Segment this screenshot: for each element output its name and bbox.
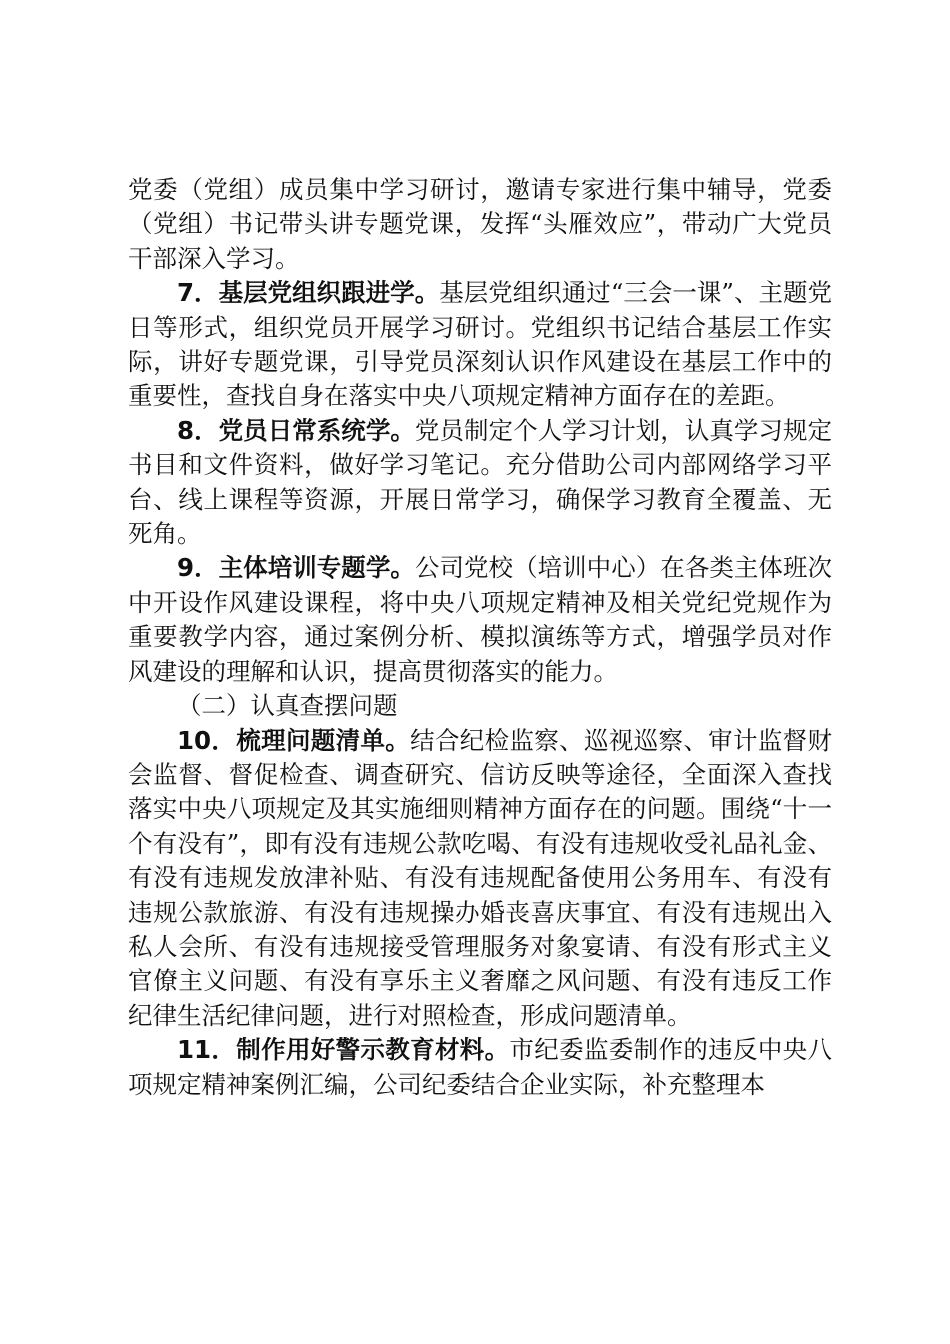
paragraph-item-10 <box>128 724 832 1034</box>
paragraph-body: 基层党组织通过“三会一课”、主题党日等形式，组织党员开展学习研讨。党组织书记结合基层工作实际，讲好专题党课，引导党员深刻认识作风建设在基层工作中的重要性，查找自身在落实中央八项规定精神方面存在的差距。 <box>128 278 832 411</box>
paragraph-body: 党员制定个人学习计划，认真学习规定书目和文件资料，做好学习笔记。充分借助公司内部网络学习平台、线上课程等资源，开展日常学习，确保学习教育全覆盖、无死角。 <box>128 415 833 549</box>
paragraph-body: 党委（党组）成员集中学习研讨，邀请专家进行集中辅导，党委（党组）书记带头讲专题党课，发挥“头雁效应”，带动广大党员干部深入学习。 <box>128 175 832 273</box>
paragraph-item-7 <box>128 276 832 414</box>
paragraph-body: 公司党校（培训中心）在各类主体班次中开设作风建设课程，将中央八项规定精神及相关党纪党规作为重要教学内容，通过案例分析、模拟演练等方式，增强学员对作风建设的理解和认识，提高贯彻落实的能力。 <box>128 553 833 686</box>
paragraph-heading: 11．制作用好警示教育材料。 <box>177 1035 510 1065</box>
section-title <box>128 689 832 723</box>
paragraph-heading: 9．主体培训专题学。 <box>177 553 415 583</box>
paragraph-heading: 7．基层党组织跟进学。 <box>177 278 440 308</box>
paragraph-continuation <box>128 173 832 276</box>
document-body <box>128 173 832 1102</box>
paragraph-item-11 <box>128 1033 832 1102</box>
paragraph-heading: 8．党员日常系统学。 <box>177 415 415 445</box>
paragraph-heading: 10．梳理问题清单。 <box>177 725 411 755</box>
paragraph-item-8 <box>128 414 832 552</box>
section-title-text: （二）认真查摆问题 <box>177 691 398 721</box>
paragraph-body: 市纪委监委制作的违反中央八项规定精神案例汇编，公司纪委结合企业实际，补充整理本 <box>128 1035 833 1099</box>
paragraph-item-9 <box>128 551 832 689</box>
paragraph-body: 结合纪检监察、巡视巡察、审计监督财会监督、督促检查、调查研究、信访反映等途径，全面深入查找落实中央八项规定及其实施细则精神方面存在的问题。围绕“十一个有没有”，即有没有违规公款吃喝、有没有违规收受礼品礼金、有没有违规发放津补贴、有没有违规配备使用公务用车、有没有违规公款旅游、有没有违规操办婚丧喜庆事宜、有没有违规出入私人会所、有没有违规接受管理服务对象宴请、有没有形式主义官僚主义问题、有没有享乐主义奢靡之风问题、有没有违反工作纪律生活纪律问题，进行对照检查，形成问题清单。 <box>128 725 833 1030</box>
